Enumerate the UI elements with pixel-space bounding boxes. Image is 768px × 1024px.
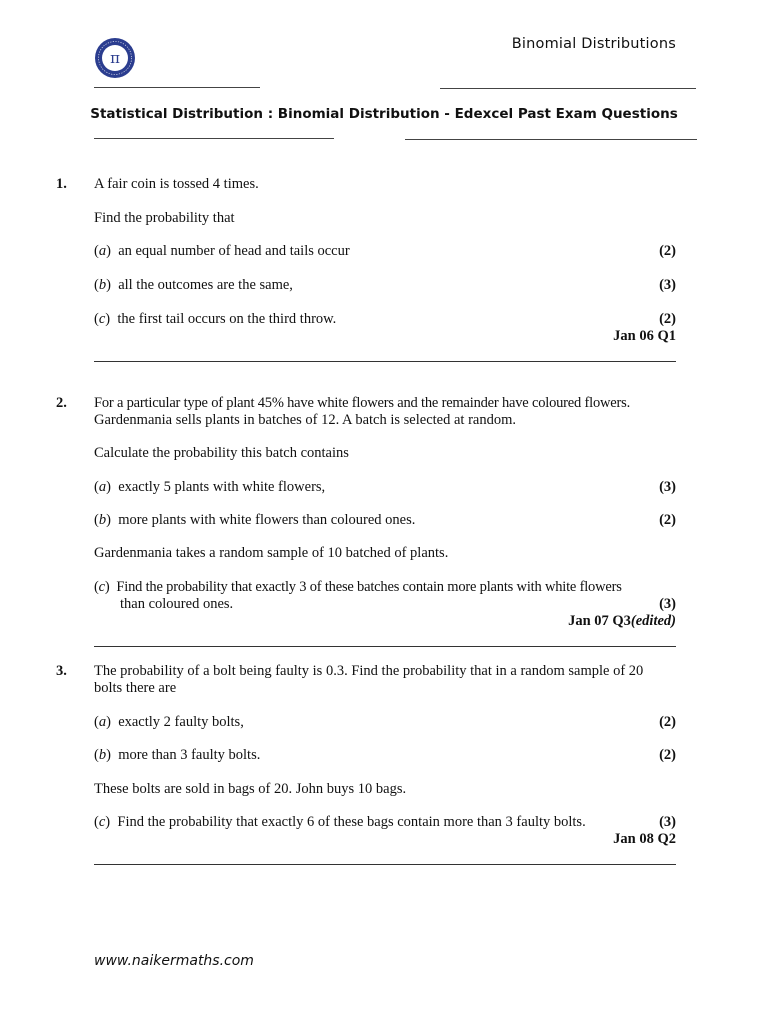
part-text: an equal number of head and tails occur (118, 243, 350, 259)
part-text: exactly 5 plants with white flowers, (118, 479, 326, 495)
part-label: (a) (94, 243, 111, 259)
part-marks: (3) (659, 814, 676, 830)
question-number: 1. (56, 176, 67, 192)
document-title: Statistical Distribution : Binomial Distribution - Edexcel Past Exam Questions (90, 106, 678, 122)
part-text: more plants with white flowers than coloured ones. (118, 512, 416, 528)
part-marks: (2) (659, 243, 676, 259)
part-label: (b) (94, 512, 111, 528)
question-prompt: Find the probability that (94, 210, 235, 226)
title-rule-left (94, 138, 334, 139)
part-label: (c) (94, 311, 111, 327)
question-part (94, 243, 676, 260)
question-separator (94, 646, 676, 647)
footer-url: www.naikermaths.com (94, 953, 254, 969)
source-note: (edited) (630, 613, 676, 629)
svg-text:π: π (110, 49, 120, 67)
question-intro: For a particular type of plant 45% have white flowers and the remainder have coloured flowers. (94, 395, 631, 411)
question-part (94, 512, 676, 529)
question-part (94, 479, 676, 496)
question-intro: bolts there are (94, 680, 177, 696)
question-source: Jan 07 Q3(edited) (568, 613, 676, 629)
header-rule-right (440, 88, 696, 89)
question-intro: Gardenmania sells plants in batches of 12. A batch is selected at random. (94, 412, 516, 428)
title-rule-right (405, 139, 697, 140)
part-marks: (2) (659, 512, 676, 528)
part-marks: (3) (659, 277, 676, 293)
question-prompt: Calculate the probability this batch contains (94, 445, 349, 461)
part-label: (c) (94, 814, 111, 830)
question-part (94, 714, 676, 731)
header-rule-left (94, 87, 260, 88)
part-label: (a) (94, 479, 111, 495)
part-marks: (2) (659, 747, 676, 763)
question-separator (94, 361, 676, 362)
part-text: more than 3 faulty bolts. (118, 747, 261, 763)
question-intro: The probability of a bolt being faulty is 0.3. Find the probability that in a random sample of 20 (94, 663, 644, 679)
part-label: (a) (94, 714, 111, 730)
question-number: 3. (56, 663, 67, 679)
question-part (94, 747, 676, 764)
part-text: exactly 2 faulty bolts, (118, 714, 244, 730)
part-text-continued: than coloured ones. (120, 596, 234, 612)
part-marks: (2) (659, 714, 676, 730)
part-label: (b) (94, 277, 111, 293)
question-part (94, 277, 676, 294)
part-marks: (3) (659, 479, 676, 495)
question-source: Jan 08 Q2 (613, 831, 676, 847)
part-label: (b) (94, 747, 111, 763)
part-marks: (2) (659, 311, 676, 327)
header-title: Binomial Distributions (511, 36, 676, 52)
part-text: Find the probability that exactly 3 of these batches contain more plants with white flowers (116, 579, 622, 595)
part-text: Find the probability that exactly 6 of these bags contain more than 3 faulty bolts. (117, 814, 586, 830)
question-separator (94, 864, 676, 865)
question-part (94, 579, 676, 596)
part-marks: (3) (659, 596, 676, 612)
part-text: the first tail occurs on the third throw. (117, 311, 337, 327)
part-label: (c) (94, 579, 110, 595)
question-part (94, 311, 676, 328)
question-middle-text: These bolts are sold in bags of 20. John buys 10 bags. (94, 781, 407, 797)
naikermaths-pi-logo-icon (94, 37, 136, 79)
question-middle-text: Gardenmania takes a random sample of 10 batched of plants. (94, 545, 449, 561)
question-number: 2. (56, 395, 67, 411)
part-text: all the outcomes are the same, (118, 277, 293, 293)
question-intro: A fair coin is tossed 4 times. (94, 176, 259, 192)
question-source: Jan 06 Q1 (613, 328, 676, 344)
question-part (94, 814, 676, 831)
